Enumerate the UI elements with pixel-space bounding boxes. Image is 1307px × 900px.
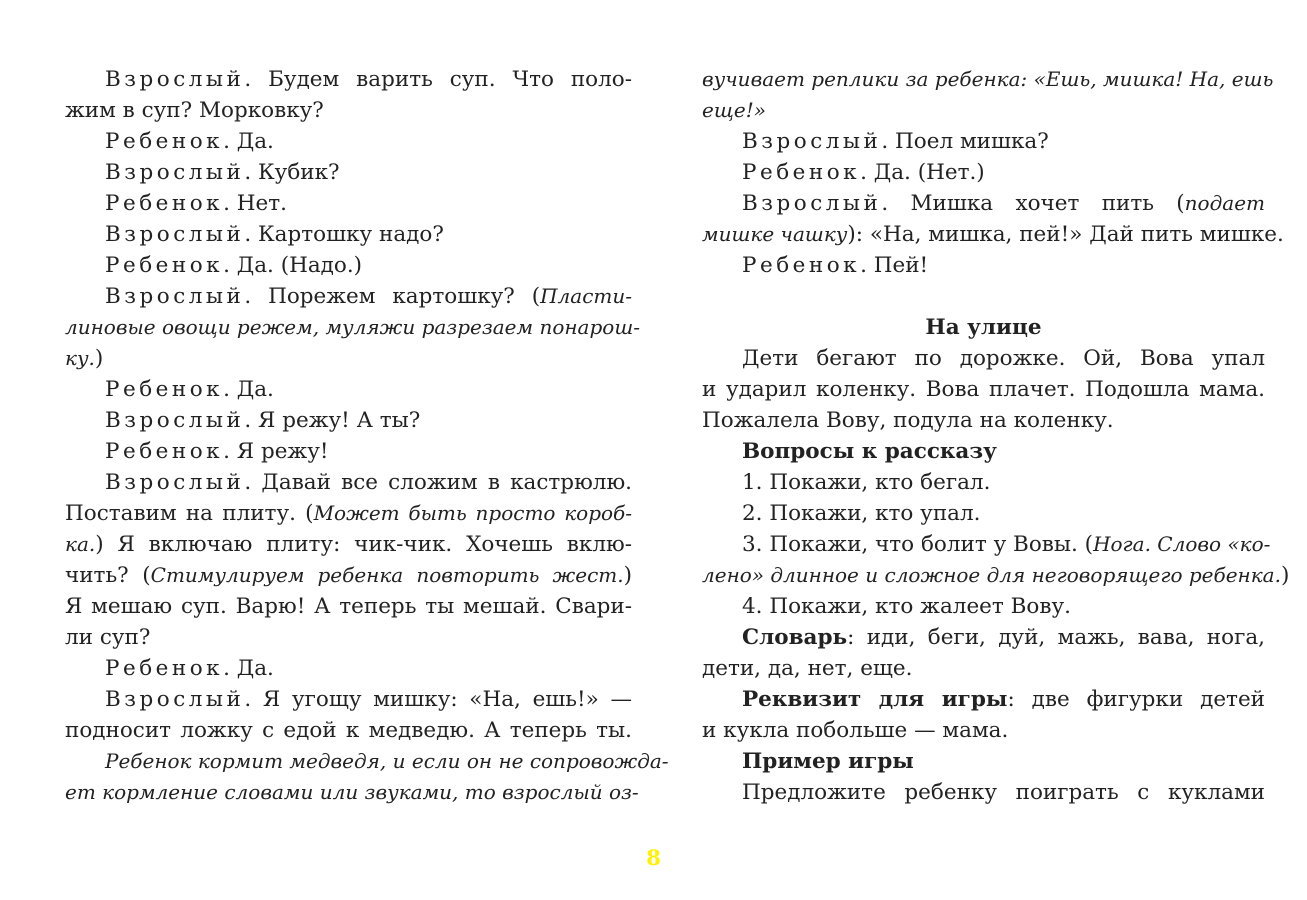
question-item: 2. Покажи, кто упал. [742, 501, 981, 526]
speaker-label: Взрослый [105, 470, 245, 495]
speaker-label: Взрослый [742, 129, 882, 154]
text-line: Взрослый. Порежем картошку? (Пласти- [105, 284, 632, 309]
text-line: Ребенок. Я режу! [105, 439, 329, 464]
text-line: Предложите ребенку поиграть с куклами [742, 780, 1265, 805]
text-line: ка.) Я включаю плиту: чик-чик. Хочешь вклю- [65, 532, 632, 557]
speaker-label: Ребенок [105, 439, 224, 464]
text-line: Пожалела Вову, подула на коленку. [702, 408, 1114, 433]
text-line: Взрослый. Я режу! А ты? [105, 408, 421, 433]
text-line: еще!» [702, 98, 766, 122]
text-line: Взрослый. Будем варить суп. Что поло- [105, 67, 632, 92]
text-line: вучивает реплики за ребенка: «Ешь, мишка! На, ешь [702, 67, 1274, 91]
speaker-label: Взрослый [105, 408, 245, 433]
text-line: чить? (Стимулируем ребенка повторить жест.) [65, 563, 632, 588]
text-line: и ударил коленку. Вова плачет. Подошла мама. [702, 377, 1265, 402]
text-line: лено» длинное и сложное для неговорящего ребенка.) [702, 563, 1290, 588]
text-line: Взрослый. Давай все сложим в кастрюлю. [105, 470, 632, 495]
text-line: Взрослый. Я угощу мишку: «На, ешь!» — [105, 687, 632, 712]
text-line: Взрослый. Картошку надо? [105, 222, 444, 247]
speaker-label: Взрослый [105, 160, 245, 185]
text-line: ет кормление словами или звуками, то взрослый оз- [65, 780, 639, 804]
text-line: подносит ложку с едой к медведю. А теперь ты. [65, 718, 632, 743]
text-line: Ребенок. Пей! [742, 253, 929, 278]
text-line: Ребенок. Да. (Надо.) [105, 253, 363, 278]
vocabulary-line: Словарь: иди, беги, дуй, мажь, вава, нога, [742, 625, 1265, 650]
page-number: 8 [646, 845, 661, 870]
text-line: Я мешаю суп. Варю! А теперь ты мешай. Свари- [65, 594, 632, 619]
speaker-label: Ребенок [742, 160, 861, 185]
text-line: Взрослый. Поел мишка? [742, 129, 1049, 154]
speaker-label: Ребенок [105, 253, 224, 278]
text-line: Дети бегают по дорожке. Ой, Вова упал [742, 346, 1265, 371]
speaker-label: Взрослый [105, 284, 245, 309]
text-line: Ребенок. Да. [105, 656, 274, 681]
text-line: Ребенок кормит медведя, и если он не сопровожда- [105, 749, 669, 773]
section-heading: На улице [925, 315, 1042, 340]
question-item: 4. Покажи, кто жалеет Вову. [742, 594, 1071, 619]
text-line: Ребенок. Нет. [105, 191, 287, 216]
speaker-label: Взрослый [742, 191, 882, 216]
text-line: жим в суп? Морковку? [65, 98, 324, 123]
speaker-label: Взрослый [105, 67, 245, 92]
question-item: 3. Покажи, что болит у Вовы. (Нога. Слово «ко- [742, 532, 1271, 557]
text-line: ку.) [65, 346, 104, 371]
text-line: Взрослый. Кубик? [105, 160, 340, 185]
text-line: Ребенок. Да. (Нет.) [742, 160, 985, 185]
right-column [702, 64, 1290, 808]
speaker-label: Ребенок [105, 377, 224, 402]
speaker-label: Взрослый [105, 687, 245, 712]
text-line: Взрослый. Мишка хочет пить (подает [742, 191, 1265, 216]
speaker-label: Взрослый [105, 222, 245, 247]
text-line: Ребенок. Да. [105, 377, 274, 402]
section-gap [702, 281, 1265, 312]
text-line: ли суп? [65, 625, 151, 650]
left-column [65, 64, 669, 808]
questions-heading: Вопросы к рассказу [742, 439, 997, 464]
example-heading: Пример игры [742, 749, 914, 774]
props-line: Реквизит для игры: две фигурки детей [742, 687, 1265, 712]
text-line: линовые овощи режем, муляжи разрезаем понарош- [65, 315, 641, 339]
speaker-label: Ребенок [105, 129, 224, 154]
text-line: дети, да, нет, еще. [702, 656, 913, 681]
text-line: Ребенок. Да. [105, 129, 274, 154]
text-line: мишке чашку): «На, мишка, пей!» Дай пить мишке. [702, 222, 1284, 247]
speaker-label: Ребенок [742, 253, 861, 278]
text-line: и кукла побольше — мама. [702, 718, 1009, 743]
speaker-label: Ребенок [105, 191, 224, 216]
text-line: Поставим на плиту. (Может быть просто короб- [65, 501, 633, 526]
speaker-label: Ребенок [105, 656, 224, 681]
question-item: 1. Покажи, кто бегал. [742, 470, 991, 495]
